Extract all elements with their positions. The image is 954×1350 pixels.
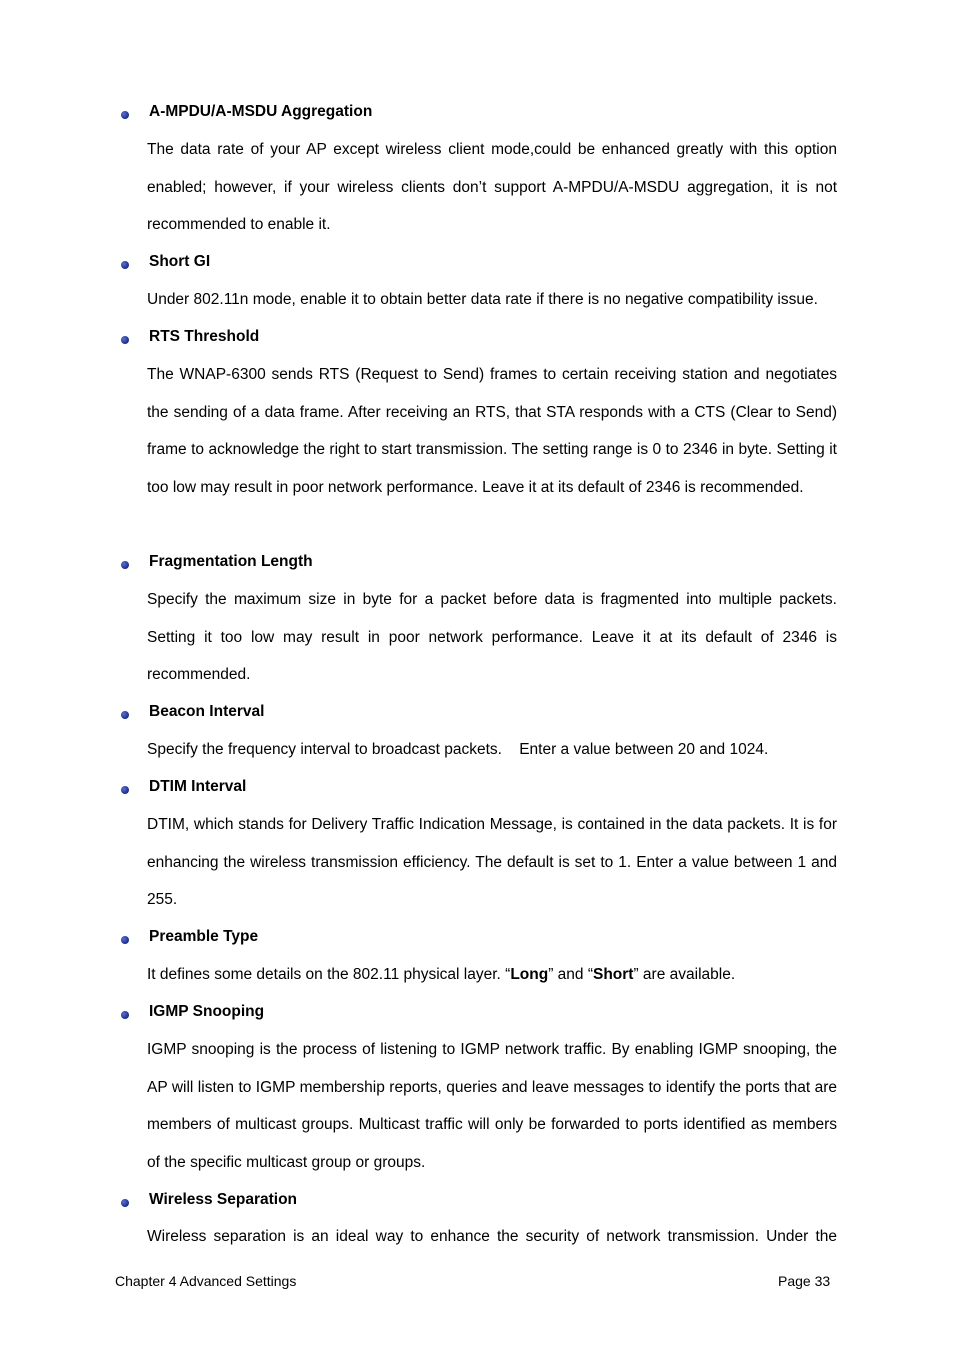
section-heading-ampdu: A-MPDU/A-MSDU Aggregation [149, 103, 373, 120]
bullet-icon [121, 936, 129, 944]
preamble-short-label: Short [593, 966, 634, 983]
bullet-icon [121, 1011, 129, 1019]
preamble-text-pre: It defines some details on the 802.11 physical layer. “ [147, 966, 511, 983]
preamble-long-label: Long [510, 966, 549, 983]
section-heading-wireless-separation: Wireless Separation [149, 1191, 298, 1208]
section-body-igmp: IGMP snooping is the process of listening to IGMP network traffic. By enabling IGMP snooping, the AP will listen to IGMP membership reports, queries and leave messages to identify the ports that are members of multicast groups. Multicast traffic will only be forwarded to ports identified as members of the specific multicast group or groups. [147, 1041, 837, 1171]
section-heading-rts: RTS Threshold [149, 328, 260, 345]
section-heading-igmp: IGMP Snooping [149, 1003, 265, 1020]
section-heading-fragmentation: Fragmentation Length [149, 553, 313, 570]
preamble-text-post: ” are available. [633, 966, 736, 983]
section-heading-dtim: DTIM Interval [149, 778, 247, 795]
section-body-fragmentation: Specify the maximum size in byte for a packet before data is fragmented into multiple packets. Setting it too low may result in poor network performance. Leave it at its default of 2346 is recommended. [147, 591, 837, 683]
section-body-beacon: Specify the frequency interval to broadcast packets. Enter a value between 20 and 1024. [147, 741, 769, 758]
section-body-short-gi: Under 802.11n mode, enable it to obtain better data rate if there is no negative compatibility issue. [147, 291, 818, 308]
footer-page-number: Page 33 [778, 1273, 831, 1289]
preamble-text-mid: ” and “ [548, 966, 593, 983]
footer-chapter: Chapter 4 Advanced Settings [115, 1273, 297, 1289]
section-body-dtim: DTIM, which stands for Delivery Traffic Indication Message, is contained in the data packets. It is for enhancing the wireless transmission efficiency. The default is set to 1. Enter a value between 1 and 255. [147, 816, 837, 908]
bullet-icon [121, 786, 129, 794]
bullet-icon [121, 336, 129, 344]
section-body-wireless-separation: Wireless separation is an ideal way to enhance the security of network transmission. Under the [147, 1228, 837, 1245]
bullet-icon [121, 711, 129, 719]
section-body-ampdu: The data rate of your AP except wireless client mode,could be enhanced greatly with this option enabled; however, if your wireless clients don’t support A-MPDU/A-MSDU aggregation, it is not recommended to enable it. [147, 141, 837, 233]
section-heading-beacon: Beacon Interval [149, 703, 265, 720]
bullet-icon [121, 261, 129, 269]
section-body-preamble [147, 956, 837, 994]
section-body-rts: The WNAP-6300 sends RTS (Request to Send) frames to certain receiving station and negotiates the sending of a data frame. After receiving an RTS, that STA responds with a CTS (Clear to Send) frame to acknowledge the right to start transmission. The setting range is 0 to 2346 in byte. Setting it too low may result in poor network performance. Leave it at its default of 2346 is recommended. [147, 366, 837, 496]
section-heading-short-gi: Short GI [149, 253, 211, 270]
bullet-icon [121, 561, 129, 569]
bullet-icon [121, 1199, 129, 1207]
section-heading-preamble: Preamble Type [149, 928, 259, 945]
bullet-icon [121, 111, 129, 119]
